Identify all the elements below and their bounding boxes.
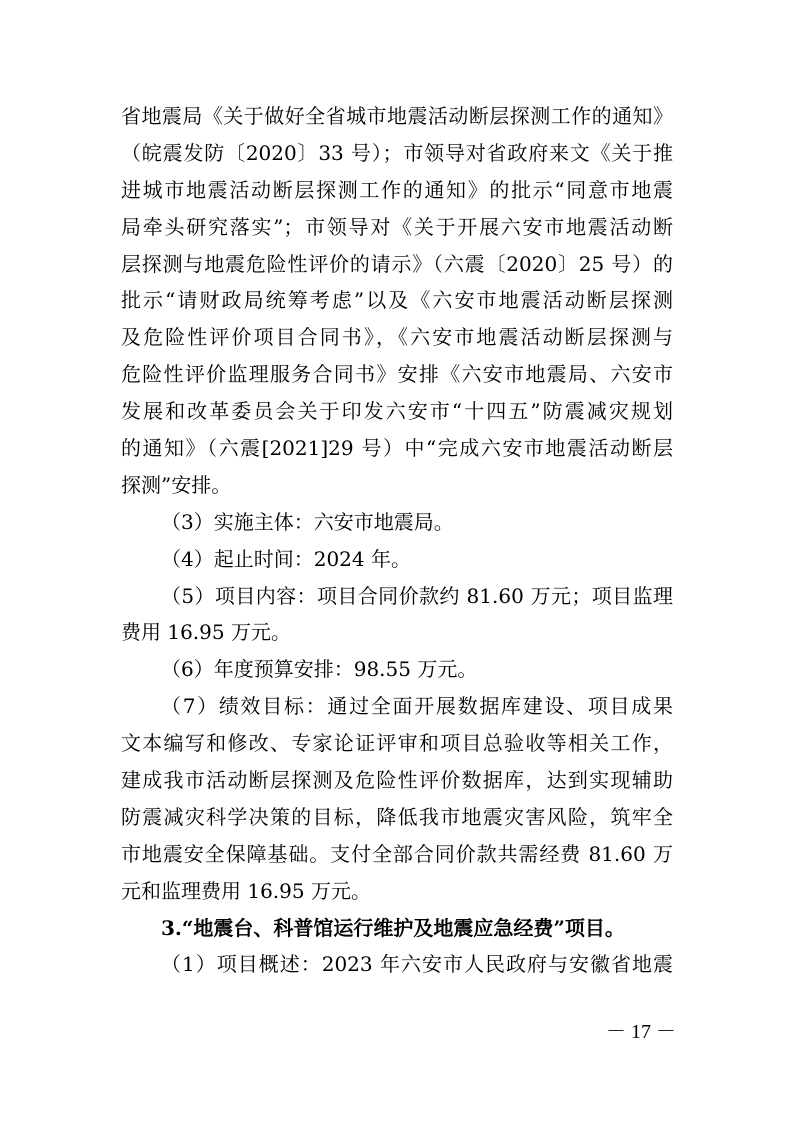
- text-line: 探测”安排。: [121, 472, 232, 497]
- page-number: － 17 －: [606, 1021, 676, 1043]
- text-line: 文本编写和修改、专家论证评审和项目总验收等相关工作，: [121, 731, 673, 756]
- text-line: 省地震局《关于做好全省城市地震活动断层探测工作的通知》: [121, 104, 673, 128]
- text-line: 及危险性评价项目合同书》，《六安市地震活动断层探测与: [121, 325, 673, 350]
- text-line: （6）年度预算安排：98.55 万元。: [161, 657, 478, 682]
- text-line: 元和监理费用 16.95 万元。: [121, 878, 371, 903]
- text-line: 市地震安全保障基础。支付全部合同价款共需经费 81.60 万: [121, 841, 673, 866]
- text-line: （4）起止时间：2024 年。: [161, 546, 411, 571]
- text-line: 危险性评价监理服务合同书》安排《六安市地震局、六安市: [121, 362, 673, 387]
- text-line: 费用 16.95 万元。: [121, 620, 291, 645]
- text-line: （1）项目概述：2023 年六安市人民政府与安徽省地震: [161, 952, 673, 977]
- section-heading: 3.“地震台、科普馆运行维护及地震应急经费”项目。: [161, 915, 625, 940]
- text-line: 层探测与地震危险性评价的请示》（六震〔2020〕25 号）的: [121, 251, 673, 276]
- text-line: 的通知》（六震[2021]29 号）中“完成六安市地震活动断层: [121, 436, 673, 461]
- text-line: 局牵头研究落实”；市领导对《关于开展六安市地震活动断: [121, 214, 673, 239]
- text-line: 防震减灾科学决策的目标，降低我市地震灾害风险，筑牢全: [121, 804, 673, 829]
- text-line: （7）绩效目标：通过全面开展数据库建设、项目成果: [161, 694, 673, 719]
- text-line: 批示“请财政局统筹考虑”以及《六安市地震活动断层探测: [121, 288, 673, 313]
- text-line: 进城市地震活动断层探测工作的通知》的批示“同意市地震: [121, 177, 673, 202]
- document-body: [121, 98, 673, 983]
- text-line: （5）项目内容：项目合同价款约 81.60 万元；项目监理: [161, 583, 673, 608]
- text-line: 发展和改革委员会关于印发六安市“十四五”防震减灾规划: [121, 399, 673, 424]
- text-line: （皖震发防〔2020〕33 号）；市领导对省政府来文《关于推: [121, 140, 673, 165]
- text-line: 建成我市活动断层探测及危险性评价数据库，达到实现辅助: [121, 768, 673, 793]
- text-line: （3）实施主体：六安市地震局。: [161, 509, 454, 534]
